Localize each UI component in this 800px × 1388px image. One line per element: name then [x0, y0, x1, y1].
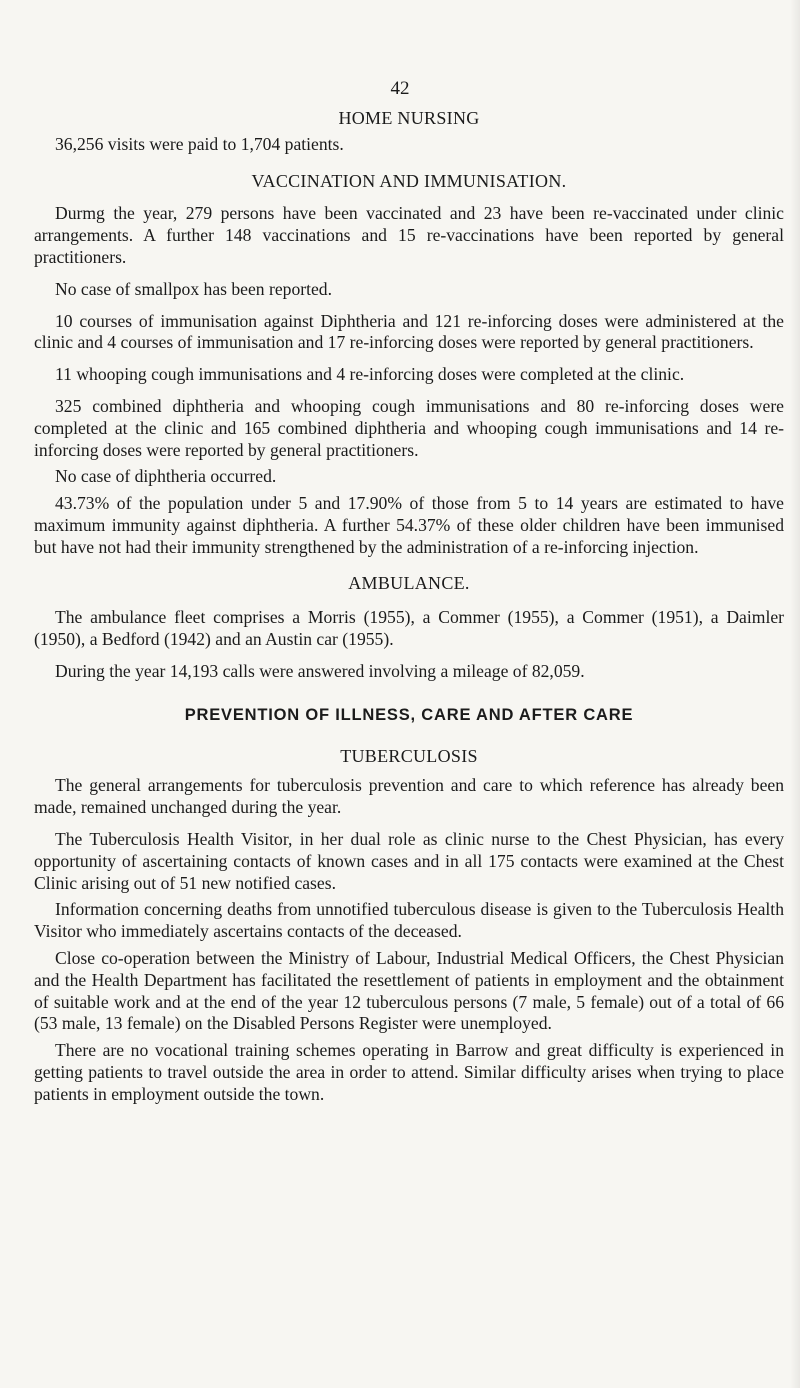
heading-prevention: PREVENTION OF ILLNESS, CARE AND AFTER CARE [184, 705, 634, 724]
paragraph-whooping-cough: 11 whooping cough immunisations and 4 re-inforcing doses were completed at the clinic. [55, 364, 685, 385]
paragraph-ambulance-calls: During the year 14,193 calls were answered involving a mileage of 82,059. [55, 660, 585, 681]
paragraph-no-diphtheria: No case of diphtheria occurred. [55, 466, 277, 487]
paragraph-tb-health-visitor: The Tuberculosis Health Visitor, in her dual role as clinic nurse to the Chest Physician, has every opportunity of ascertaining contacts of known cases and in all 175 contacts were examined at the Chest Clinic arising out of 51 new notified cases. [34, 828, 784, 893]
paragraph-tb-resettlement: Close co-operation between the Ministry of Labour, Industrial Medical Officers, the Chest Physician and the Health Department has facilitated the resettlement of patients in employment and the obtainment of suitable work and at the end of the year 12 tuberculous persons (7 male, 5 female) out of a total of 66 (53 male, 13 female) on the Disabled Persons Register were unemployed. [34, 947, 784, 1034]
page-edge-shadow [790, 0, 800, 1388]
paragraph-ambulance-fleet: The ambulance fleet comprises a Morris (1955), a Commer (1955), a Commer (1951), a Daimler (1950), a Bedford (1942) and an Austin car (1955). [34, 607, 784, 650]
paragraph-tb-arrangements: The general arrangements for tuberculosis prevention and care to which reference has already been made, remained unchanged during the year. [34, 775, 784, 818]
page-body [34, 108, 784, 1105]
heading-vaccination: VACCINATION AND IMMUNISATION. [251, 170, 567, 191]
paragraph-vaccination-counts: Durmg the year, 279 persons have been vaccinated and 23 have been re-vaccinated under clinic arrangements. A further 148 vaccinations and 15 re-vaccinations have been reported by general practitioners. [34, 203, 784, 267]
paragraph-tb-deaths: Information concerning deaths from unnotified tuberculous disease is given to the Tuberculosis Health Visitor who immediately ascertains contacts of the deceased. [34, 899, 784, 942]
paragraph-home-nursing-visits: 36,256 visits were paid to 1,704 patients. [55, 133, 344, 154]
page-number: 42 [390, 78, 410, 99]
paragraph-diphtheria-courses: 10 courses of immunisation against Diphtheria and 121 re-inforcing doses were administered at the clinic and 4 courses of immunisation and 17 re-inforcing doses were reported by general practitioners. [34, 310, 784, 353]
paragraph-combined-immunisations: 325 combined diphtheria and whooping cough immunisations and 80 re-inforcing doses were completed at the clinic and 165 combined diphtheria and whooping cough immunisations and 14 re-inforcing doses were reported by general practitioners. [34, 395, 784, 460]
heading-ambulance: AMBULANCE. [348, 572, 470, 593]
heading-home-nursing: HOME NURSING [338, 108, 480, 128]
paragraph-smallpox: No case of smallpox has been reported. [55, 278, 333, 299]
heading-tuberculosis: TUBERCULOSIS [340, 745, 478, 766]
paragraph-tb-vocational-training: There are no vocational training schemes operating in Barrow and great difficulty is experienced in getting patients to travel outside the area in order to attend. Similar difficulty arises when trying to place patients in employment outside the town. [34, 1040, 784, 1104]
paragraph-immunity-percentages: 43.73% of the population under 5 and 17.90% of those from 5 to 14 years are estimated to have maximum immunity against diphtheria. A further 54.37% of these older children have been immunised but have not had their immunity strengthened by the administration of a re-inforcing injection. [34, 493, 784, 557]
